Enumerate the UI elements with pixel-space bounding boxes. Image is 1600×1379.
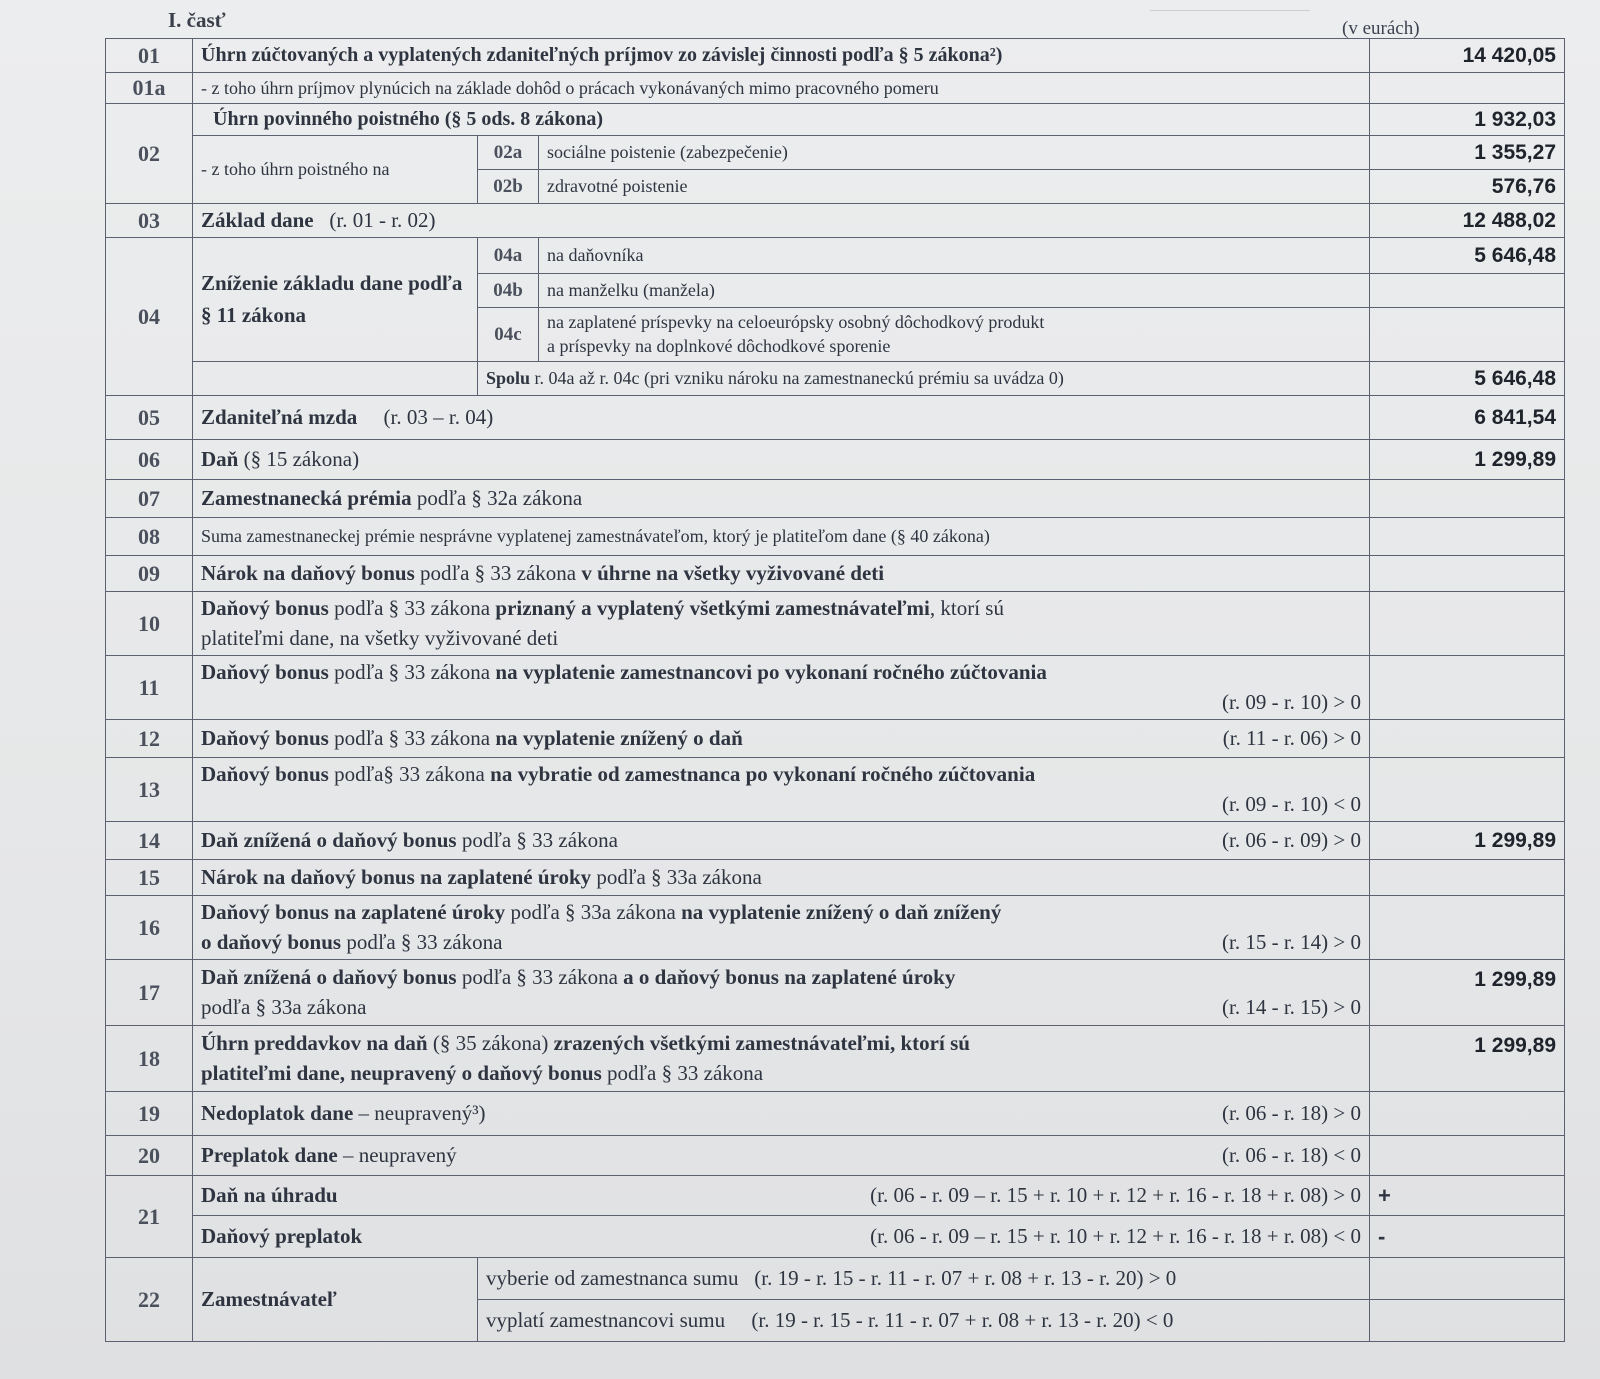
row-value[interactable] <box>1370 592 1565 656</box>
row-label: Daň znížená o daňový bonus <box>201 965 457 990</box>
row-label: na daňovníka <box>539 238 1370 274</box>
row-label: na manželku (manžela) <box>539 274 1370 308</box>
table-row <box>106 1258 1565 1300</box>
row-value[interactable]: 1 299,89 <box>1370 822 1565 860</box>
row-label: Základ dane <box>201 208 314 232</box>
row-label-cell <box>193 822 1370 860</box>
table-row <box>106 204 1565 238</box>
row-label: Daňový bonus na zaplatené úroky <box>201 900 506 925</box>
row-label-cell <box>193 1176 1370 1216</box>
row-number: 03 <box>106 204 193 238</box>
row-number: 14 <box>106 822 193 860</box>
row-label: (§ 35 zákona) <box>427 1031 554 1056</box>
row-label: Zdaniteľná mzda <box>201 405 358 429</box>
row-value[interactable]: 1 355,27 <box>1370 136 1565 170</box>
row-number: 13 <box>106 758 193 822</box>
row-label: Zamestnávateľ <box>193 1258 478 1342</box>
row-value[interactable]: 5 646,48 <box>1370 362 1565 396</box>
row-label: Daňový bonus <box>201 762 329 787</box>
row-label: Úhrn preddavkov na daň <box>201 1031 428 1056</box>
table-row <box>106 362 1565 396</box>
row-label: v úhrne na všetky vyživované deti <box>581 561 885 585</box>
row-value[interactable] <box>1370 274 1565 308</box>
table-row <box>106 656 1565 720</box>
table-row <box>106 896 1565 960</box>
row-value[interactable] <box>1370 720 1565 758</box>
row-label: – neupravený³) <box>353 1101 486 1125</box>
row-value[interactable] <box>1370 896 1565 960</box>
row-label: Zníženie základu dane podľa § 11 zákona <box>193 238 478 362</box>
row-label: Spolu <box>486 368 531 388</box>
row-value[interactable]: 1 299,89 <box>1370 1026 1565 1092</box>
row-label: , ktorí sú <box>929 596 1004 621</box>
row-label-cell <box>193 720 1370 758</box>
row-label: podľa § 33 zákona <box>328 726 496 750</box>
row-subnumber: 02b <box>478 170 539 204</box>
row-value[interactable]: 6 841,54 <box>1370 396 1565 440</box>
row-label: podľa § 33a zákona <box>505 900 682 925</box>
row-label: podľa § 33 zákona <box>601 1060 764 1085</box>
row-label: na vyplatenie znížený o daň <box>495 726 743 750</box>
row-label: Daň <box>201 447 239 471</box>
row-value[interactable]: 1 299,89 <box>1370 960 1565 1026</box>
row-label: platiteľmi dane, na všetky vyživované deti <box>201 625 559 650</box>
row-label: Suma zamestnaneckej prémie nesprávne vyplatenej zamestnávateľom, ktorý je platiteľom dane (§ 40 zákona) <box>193 518 1370 556</box>
row-value[interactable] <box>1370 1258 1565 1300</box>
table-row <box>106 758 1565 822</box>
row-label: (§ 15 zákona) <box>238 447 360 471</box>
row-label: priznaný a vyplatený všetkými zamestnávateľmi <box>495 596 930 621</box>
table-row <box>106 720 1565 758</box>
row-label-cell <box>193 1092 1370 1136</box>
row-label-cell <box>193 758 1370 822</box>
table-row <box>106 960 1565 1026</box>
row-number: 17 <box>106 960 193 1026</box>
row-sublabel: - z toho úhrn poistného na <box>193 136 478 204</box>
row-label: Daň na úhradu <box>201 1183 338 1207</box>
row-value[interactable] <box>1370 1092 1565 1136</box>
table-row <box>106 592 1565 656</box>
row-label: platiteľmi dane, neupravený o daňový bonus <box>201 1060 602 1085</box>
table-row <box>106 1092 1565 1136</box>
table-row <box>106 39 1565 73</box>
row-number: 22 <box>106 1258 193 1342</box>
row-formula: (r. 06 - r. 09) > 0 <box>1222 828 1361 852</box>
row-label: Úhrn zúčtovaných a vyplatených zdaniteľných príjmov zo závislej činnosti podľa § 5 zákona²) <box>193 39 1370 73</box>
row-formula: (r. 06 - r. 18) < 0 <box>1222 1143 1361 1167</box>
row-number: 08 <box>106 518 193 556</box>
row-number: 12 <box>106 720 193 758</box>
row-number: 16 <box>106 896 193 960</box>
row-label: podľa § 33a zákona <box>591 865 762 889</box>
row-label: zdravotné poistenie <box>539 170 1370 204</box>
table-row <box>106 1176 1565 1216</box>
row-label: Daňový bonus <box>201 660 329 685</box>
table-row <box>106 860 1565 896</box>
row-value[interactable] <box>1370 656 1565 720</box>
row-value[interactable] <box>1370 73 1565 104</box>
table-row <box>106 238 1565 274</box>
row-number: 05 <box>106 396 193 440</box>
row-formula: (r. 06 - r. 18) > 0 <box>1222 1101 1361 1125</box>
row-number: 07 <box>106 480 193 518</box>
table-row <box>106 1136 1565 1176</box>
row-number: 06 <box>106 440 193 480</box>
row-value[interactable] <box>1370 518 1565 556</box>
row-label: Daňový bonus <box>201 596 329 621</box>
row-number: 04 <box>106 238 193 396</box>
row-label-cell <box>193 896 1370 960</box>
row-label: a príspevky na doplnkové dôchodkové sporenie <box>547 335 891 356</box>
row-label: podľa § 33 zákona <box>328 660 496 685</box>
row-label: Nárok na daňový bonus na zaplatené úroky <box>201 865 592 889</box>
row-subnumber: 02a <box>478 136 539 170</box>
row-label-cell <box>478 362 1370 396</box>
row-value[interactable] <box>1370 308 1565 362</box>
row-formula: vyberie od zamestnanca sumu (r. 19 - r. 15 - r. 11 - r. 07 + r. 08 + r. 13 - r. 20) > 0 <box>478 1258 1370 1300</box>
row-label: na vybratie od zamestnanca po vykonaní ročného zúčtovania <box>490 762 1036 787</box>
row-label: a o daňový bonus na zaplatené úroky <box>623 965 956 990</box>
table-row <box>106 518 1565 556</box>
row-value[interactable]: 1 932,03 <box>1370 104 1565 136</box>
row-label: Preplatok dane <box>201 1143 338 1167</box>
table-row <box>106 73 1565 104</box>
row-number: 02 <box>106 104 193 204</box>
row-label: sociálne poistenie (zabezpečenie) <box>539 136 1370 170</box>
table-row <box>106 136 1565 170</box>
row-formula: (r. 14 - r. 15) > 0 <box>1222 994 1361 1019</box>
part-title: I. časť <box>168 8 226 32</box>
row-value[interactable] <box>1370 758 1565 822</box>
row-value[interactable] <box>1370 556 1565 592</box>
row-formula: vyplatí zamestnancovi sumu (r. 19 - r. 15 - r. 11 - r. 07 + r. 08 + r. 13 - r. 20) < 0 <box>478 1300 1370 1342</box>
row-label-cell <box>193 960 1370 1026</box>
currency-unit: (v eurách) <box>1342 18 1420 39</box>
row-value[interactable]: 14 420,05 <box>1370 39 1565 73</box>
row-label: Daňový preplatok <box>201 1224 363 1248</box>
row-label: - z toho úhrn príjmov plynúcich na základe dohôd o prácach vykonávaných mimo pracovného pomeru <box>193 73 1370 104</box>
row-subnumber: 04c <box>478 308 539 362</box>
row-number: 18 <box>106 1026 193 1092</box>
table-row <box>106 822 1565 860</box>
row-label: – neupravený <box>337 1143 457 1167</box>
row-label: r. 04a až r. 04c (pri vzniku nároku na zamestnaneckú prémiu sa uvádza 0) <box>530 368 1064 388</box>
row-label: zrazených všetkými zamestnávateľmi, ktorí sú <box>553 1031 970 1056</box>
row-label-cell <box>193 480 1370 518</box>
table-row <box>106 556 1565 592</box>
row-number: 15 <box>106 860 193 896</box>
row-value[interactable]: 12 488,02 <box>1370 204 1565 238</box>
row-label: na vyplatenie znížený o daň znížený <box>681 900 1002 925</box>
row-label: podľa § 33 zákona <box>456 965 624 990</box>
faint-header-marks <box>1150 0 1310 11</box>
table-row <box>106 1216 1565 1258</box>
row-formula: (r. 03 – r. 04) <box>383 405 494 429</box>
row-label: Zamestnanecká prémia <box>201 486 412 510</box>
minus-sign-cell[interactable]: - <box>1370 1216 1565 1258</box>
row-label: o daňový bonus <box>201 929 342 954</box>
row-label-cell <box>193 1026 1370 1092</box>
row-subnumber: 04b <box>478 274 539 308</box>
row-formula: (r. 01 - r. 02) <box>329 208 436 232</box>
row-number: 01 <box>106 39 193 73</box>
plus-sign-cell[interactable]: + <box>1370 1176 1565 1216</box>
row-formula: (r. 09 - r. 10) < 0 <box>1222 791 1361 816</box>
row-number: 11 <box>106 656 193 720</box>
row-label-cell <box>193 656 1370 720</box>
row-label: Úhrn povinného poistného (§ 5 ods. 8 zákona) <box>193 104 1370 136</box>
row-value[interactable] <box>1370 1300 1565 1342</box>
row-label-cell <box>193 204 1370 238</box>
row-formula: (r. 06 - r. 09 – r. 15 + r. 10 + r. 12 + r. 16 - r. 18 + r. 08) < 0 <box>870 1224 1361 1248</box>
row-label-cell <box>193 440 1370 480</box>
row-label: Daň znížená o daňový bonus <box>201 828 457 852</box>
row-number: 01a <box>106 73 193 104</box>
row-value[interactable]: 1 299,89 <box>1370 440 1565 480</box>
row-label: Nedoplatok dane <box>201 1101 354 1125</box>
row-label: podľa § 33a zákona <box>201 994 367 1019</box>
row-label: podľa § 33 zákona <box>328 596 496 621</box>
row-label: na vyplatenie zamestnancovi po vykonaní ročného zúčtovania <box>495 660 1047 685</box>
blank-cell <box>193 362 478 396</box>
row-label: podľa § 32a zákona <box>411 486 583 510</box>
table-row <box>106 104 1565 136</box>
table-row <box>106 480 1565 518</box>
table-row <box>106 396 1565 440</box>
row-label: na zaplatené príspevky na celoeurópsky osobný dôchodkový produkt <box>547 312 1045 333</box>
row-label: podľa§ 33 zákona <box>328 762 491 787</box>
row-label-cell <box>193 396 1370 440</box>
row-value[interactable]: 5 646,48 <box>1370 238 1565 274</box>
row-subnumber: 04a <box>478 238 539 274</box>
row-number: 21 <box>106 1176 193 1258</box>
row-label-cell <box>193 592 1370 656</box>
row-value[interactable] <box>1370 1136 1565 1176</box>
table-row <box>106 440 1565 480</box>
row-label: podľa § 33 zákona <box>414 561 582 585</box>
row-label-cell <box>193 556 1370 592</box>
row-formula: (r. 15 - r. 14) > 0 <box>1222 929 1361 954</box>
row-value[interactable] <box>1370 860 1565 896</box>
row-number: 20 <box>106 1136 193 1176</box>
row-number: 09 <box>106 556 193 592</box>
row-label-cell <box>193 1216 1370 1258</box>
tax-form-table <box>105 38 1565 1342</box>
row-number: 19 <box>106 1092 193 1136</box>
table-row <box>106 1026 1565 1092</box>
row-formula: (r. 11 - r. 06) > 0 <box>1222 726 1361 750</box>
row-value[interactable] <box>1370 480 1565 518</box>
row-label: Nárok na daňový bonus <box>201 561 415 585</box>
row-label: Daňový bonus <box>201 726 329 750</box>
row-label: podľa § 33 zákona <box>341 929 503 954</box>
row-label: podľa § 33 zákona <box>456 828 618 852</box>
row-label-cell <box>193 1136 1370 1176</box>
row-label-cell <box>539 308 1370 362</box>
row-number: 10 <box>106 592 193 656</box>
row-formula: (r. 09 - r. 10) > 0 <box>1222 689 1361 714</box>
row-value[interactable]: 576,76 <box>1370 170 1565 204</box>
row-label-cell <box>193 860 1370 896</box>
row-formula: (r. 06 - r. 09 – r. 15 + r. 10 + r. 12 + r. 16 - r. 18 + r. 08) > 0 <box>870 1183 1361 1207</box>
